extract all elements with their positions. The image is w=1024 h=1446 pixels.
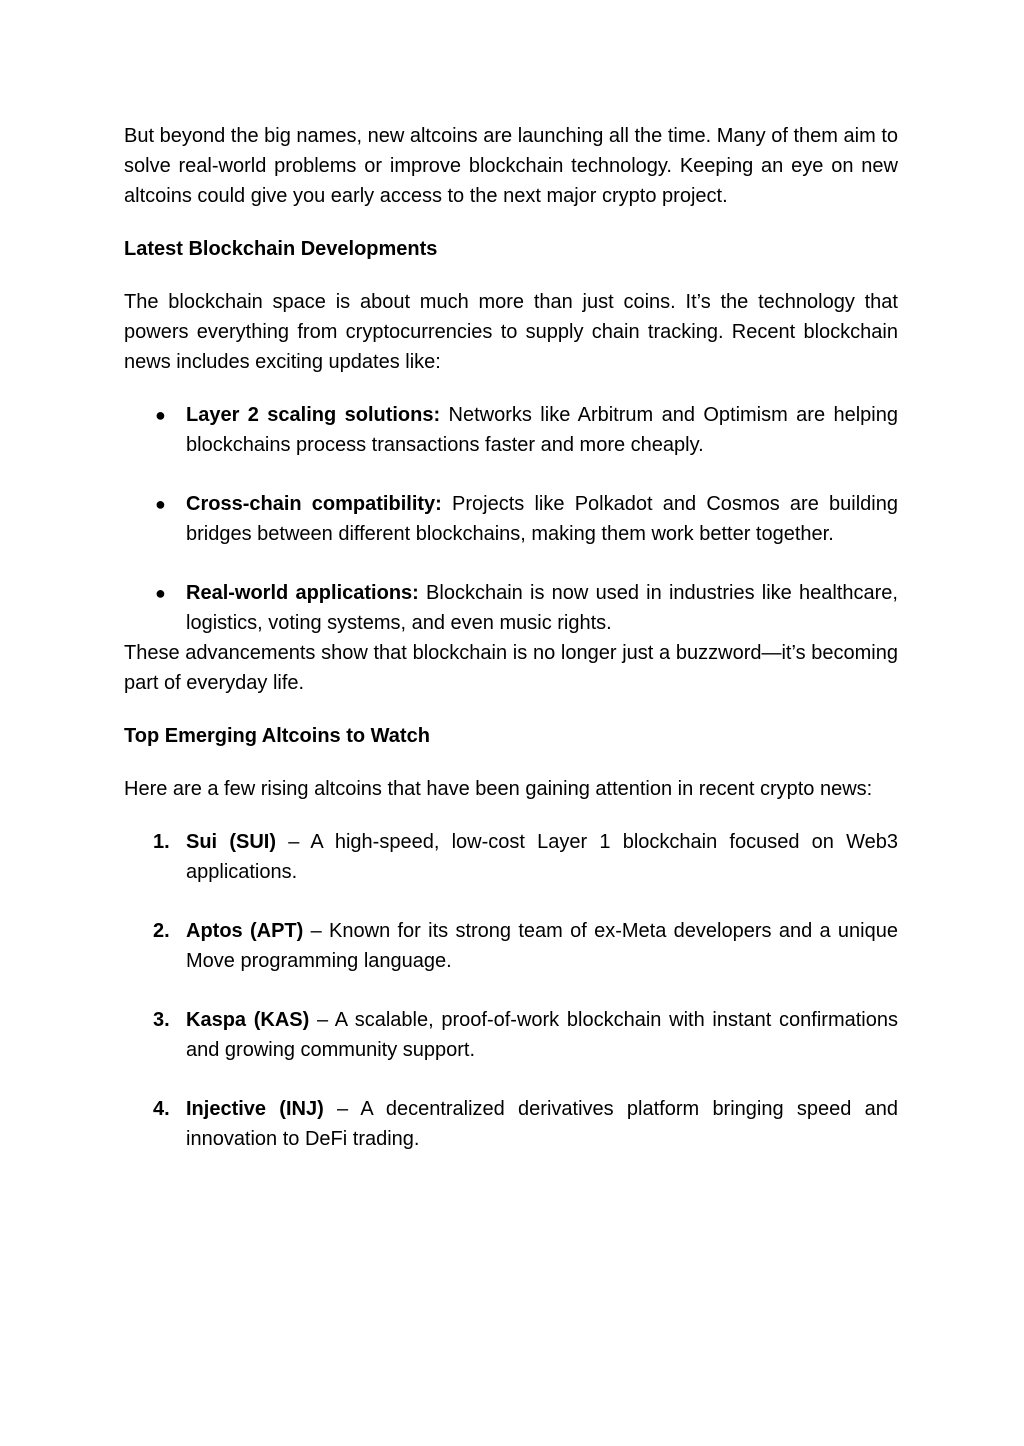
section-heading-blockchain: Latest Blockchain Developments xyxy=(124,238,438,260)
list-item-text: – A decentralized derivatives platform bringing speed and innovation to DeFi trading. xyxy=(186,1098,898,1150)
bullet-icon: ● xyxy=(155,494,166,514)
list-item xyxy=(124,489,898,549)
list-item-text: – A high-speed, low-cost Layer 1 blockchain focused on Web3 applications. xyxy=(186,831,898,883)
intro-paragraph: But beyond the big names, new altcoins are launching all the time. Many of them aim to solve real-world problems or improve blockchain technology. Keeping an eye on new altcoins could give you early access to the next major crypto project. xyxy=(124,125,898,207)
blockchain-closing-paragraph: These advancements show that blockchain is no longer just a buzzword—it’s becoming part of everyday life. xyxy=(124,642,898,694)
section-heading-altcoins: Top Emerging Altcoins to Watch xyxy=(124,725,430,747)
list-item-title: Cross-chain compatibility: xyxy=(186,493,442,515)
list-item-title: Injective (INJ) xyxy=(186,1098,324,1120)
list-item-text: – A scalable, proof-of-work blockchain with instant confirmations and growing community support. xyxy=(186,1009,898,1061)
list-number: 1. xyxy=(153,831,170,853)
developments-list xyxy=(124,400,898,638)
list-item xyxy=(124,1005,898,1065)
list-item xyxy=(124,1094,898,1154)
list-item-title: Kaspa (KAS) xyxy=(186,1009,310,1031)
list-item-text: – Known for its strong team of ex-Meta developers and a unique Move programming language. xyxy=(186,920,898,972)
list-item-text: Blockchain is now used in industries like healthcare, logistics, voting systems, and even music rights. xyxy=(186,582,898,634)
bullet-icon: ● xyxy=(155,583,166,603)
altcoins-intro-paragraph: Here are a few rising altcoins that have been gaining attention in recent crypto news: xyxy=(124,778,873,800)
list-item-title: Real-world applications: xyxy=(186,582,419,604)
list-number: 3. xyxy=(153,1009,170,1031)
list-item xyxy=(124,916,898,976)
list-item-text: Networks like Arbitrum and Optimism are helping blockchains process transactions faster and more cheaply. xyxy=(186,404,898,456)
list-item xyxy=(124,400,898,460)
list-item xyxy=(124,578,898,638)
list-item-title: Aptos (APT) xyxy=(186,920,304,942)
list-item-title: Layer 2 scaling solutions: xyxy=(186,404,441,426)
altcoins-list xyxy=(124,827,898,1154)
bullet-icon: ● xyxy=(155,405,166,425)
list-number: 2. xyxy=(153,920,170,942)
document-page xyxy=(124,121,898,1154)
list-item xyxy=(124,827,898,887)
list-item-title: Sui (SUI) xyxy=(186,831,276,853)
list-item-text: Projects like Polkadot and Cosmos are building bridges between different blockchains, making them work better together. xyxy=(186,493,898,545)
list-number: 4. xyxy=(153,1098,170,1120)
blockchain-intro-paragraph: The blockchain space is about much more than just coins. It’s the technology that powers everything from cryptocurrencies to supply chain tracking. Recent blockchain news includes exciting updates like: xyxy=(124,291,898,373)
